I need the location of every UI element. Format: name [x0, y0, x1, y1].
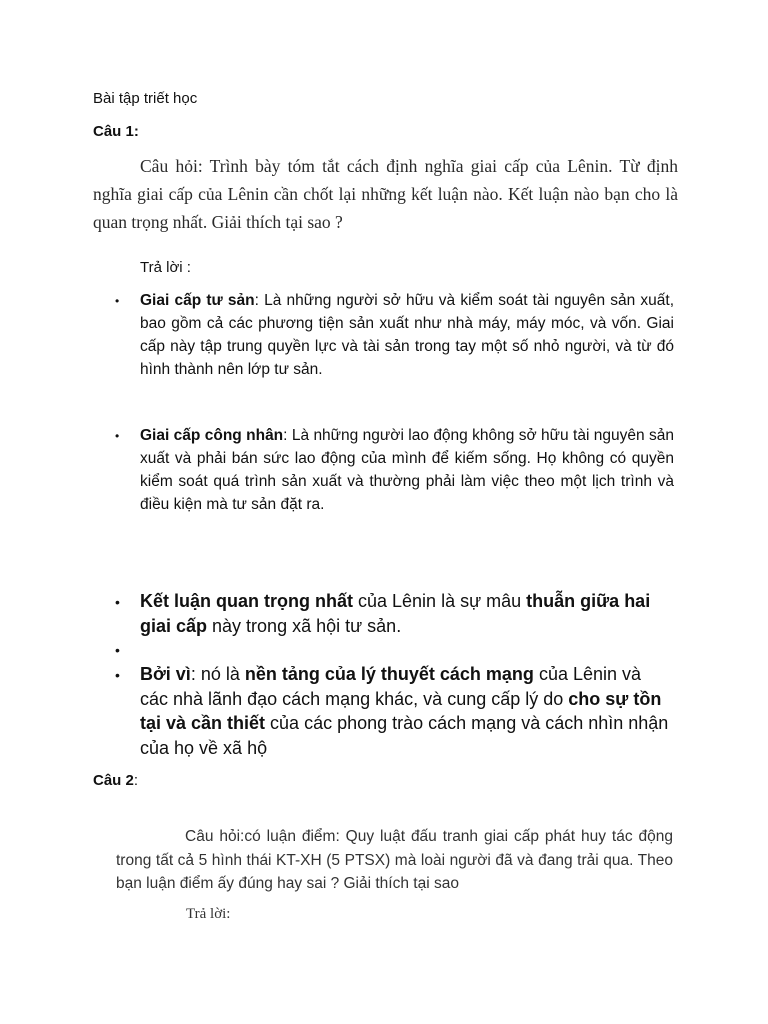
question-2-heading-suffix: :: [133, 772, 139, 789]
bullet-term: Giai cấp tư sản: [140, 292, 255, 309]
question-1-body: : Trình bày tóm tắt cách định nghĩa giai cấp của Lênin. Từ định nghĩa giai cấp của Lênin cần chốt lại những kết luận nào. Kết luận nào bạn cho là quan trọng nhất. Giải thích tại sao ?: [93, 156, 678, 232]
bullet-bold-text: Bởi vì: [140, 664, 191, 684]
bullet-text: của Lênin và các nhà lãnh đạo cách mạng khác, và cung cấp lý do: [140, 664, 642, 709]
bullet-bold-text: cho sự tồn tại và cần thiết: [140, 688, 662, 733]
list-item: [115, 424, 674, 516]
list-item: [115, 589, 674, 638]
bullet-icon: •: [115, 294, 120, 308]
question-1-heading: Câu 1:: [93, 123, 139, 140]
bullet-text: này trong xã hội tư sản.: [207, 615, 402, 636]
bullet-text: : Là những người sở hữu và kiểm soát tài nguyên sản xuất, bao gồm cả các phương tiện sản xuất như nhà máy, máy móc, và vốn. Giai cấp này tập trung quyền lực và tài sản trong tay một số nhỏ người, và từ đó hình thành nên lớp tư sản.: [140, 292, 674, 378]
question-1-text: [93, 152, 678, 236]
bullet-bold-text: thuẫn giữa hai giai cấp: [140, 591, 651, 636]
question-2-heading: [93, 772, 138, 789]
bullet-bold-text: Kết luận quan trọng nhất: [140, 591, 353, 611]
bullet-icon: •: [115, 429, 120, 443]
question-2-body: Quy luật đấu tranh giai cấp phát huy tác động trong tất cả 5 hình thái KT-XH (5 PTSX) mà loài người đã và đang trải qua. Theo bạn luận điểm ấy đúng hay sai ? Giải thích tại sao: [116, 828, 674, 892]
question-2-heading-text: Câu 2: [93, 772, 134, 789]
document-title: Bài tập triết học: [93, 90, 198, 107]
question-2-label: Câu hỏi:có luận điểm:: [185, 828, 340, 845]
question-1-answer-label: Trả lời :: [140, 259, 191, 276]
list-item: [115, 289, 674, 381]
bullet-icon: •: [115, 642, 120, 658]
list-item: [115, 662, 674, 760]
question-1-label: Câu hỏi: [140, 156, 198, 176]
bullet-text: : nó là: [190, 664, 245, 684]
bullet-icon: •: [115, 667, 120, 683]
bullet-icon: •: [115, 594, 120, 610]
bullet-text: của Lênin là sự mâu: [353, 591, 527, 611]
question-2-text: [116, 825, 673, 896]
bullet-term: Giai cấp công nhân: [140, 427, 284, 444]
bullet-text: : Là những người lao động không sở hữu tài nguyên sản xuất và phải bán sức lao động của mình để kiếm sống. Họ không có quyền kiểm soát quá trình sản xuất và thường phải làm việc theo một lịch trình và điều kiện mà tư sản đặt ra.: [140, 427, 674, 513]
bullet-bold-text: nền tảng của lý thuyết cách mạng: [244, 664, 534, 684]
bullet-text: của các phong trào cách mạng và cách nhìn nhận của họ về xã hộ: [140, 713, 669, 758]
question-2-answer-label: Trả lời:: [186, 906, 231, 922]
